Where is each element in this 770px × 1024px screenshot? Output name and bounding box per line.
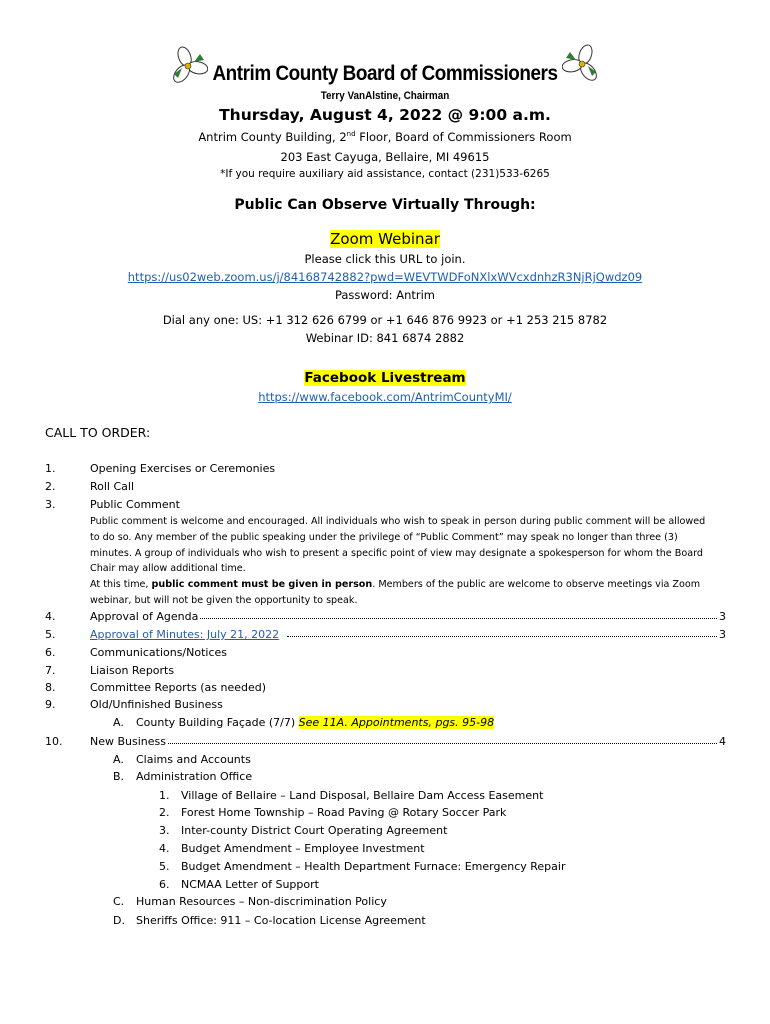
admin-item: Forest Home Township – Road Paving @ Rotary Soccer Park	[181, 806, 507, 819]
public-comment-notice: At this time, public comment must be given in person. Members of the public are welcome to observe meetings via Zoom webinar, but will not be given the opportunity to speak.	[90, 579, 701, 606]
chairman-line: Terry VanAlstine, Chairman	[320, 90, 450, 102]
new-business-sheriff: Sheriffs Office: 911 – Co-location License Agreement	[136, 914, 426, 927]
agenda-item-5[interactable]	[90, 628, 726, 641]
agenda-item-number: 10.	[45, 735, 63, 748]
agenda-item-number: 9.	[45, 698, 56, 711]
new-business-sub-letter: A.	[113, 753, 124, 766]
agenda-item-number: 2.	[45, 480, 56, 493]
admin-item: NCMAA Letter of Support	[181, 878, 319, 891]
appointments-note: See 11A. Appointments, pgs. 95-98	[298, 716, 495, 729]
meeting-location: Antrim County Building, 2nd Floor, Board of Commissioners Room	[198, 130, 572, 144]
virtual-heading: Public Can Observe Virtually Through:	[234, 197, 536, 213]
agenda-item-number: 5.	[45, 628, 56, 641]
page-number: 4	[719, 735, 726, 748]
old-business-sub-letter: A.	[113, 716, 124, 729]
webinar-id: Webinar ID: 841 6874 2882	[305, 331, 465, 345]
dial-in-numbers: Dial any one: US: +1 312 626 6799 or +1 646 876 9923 or +1 253 215 8782	[162, 313, 608, 327]
agenda-item-7: Liaison Reports	[90, 664, 175, 677]
agenda-item-3: Public Comment	[90, 498, 180, 511]
admin-item-number: 2.	[159, 806, 170, 819]
new-business-sub-letter: B.	[113, 770, 125, 783]
agenda-item-8: Committee Reports (as needed)	[90, 681, 267, 694]
admin-item-number: 4.	[159, 842, 170, 855]
meeting-date: Thursday, August 4, 2022 @ 9:00 a.m.	[219, 106, 551, 124]
new-business-claims: Claims and Accounts	[136, 753, 251, 766]
agenda-item-4: Approval of Agenda 3	[90, 610, 726, 623]
zoom-instructions: Please click this URL to join.	[304, 252, 466, 266]
admin-item-number: 3.	[159, 824, 170, 837]
admin-item: Budget Amendment – Employee Investment	[181, 842, 425, 855]
old-business-sub-item: County Building Façade (7/7) See 11A. Appointments, pgs. 95-98	[136, 716, 495, 729]
new-business-sub-letter: D.	[113, 914, 125, 927]
agenda-item-2: Roll Call	[90, 480, 135, 493]
new-business-sub-letter: C.	[113, 895, 125, 908]
zoom-webinar-label: Zoom Webinar	[330, 230, 440, 248]
agenda-item-number: 7.	[45, 664, 56, 677]
agenda-item-6: Communications/Notices	[90, 646, 228, 659]
agenda-item-number: 8.	[45, 681, 56, 694]
admin-item: Village of Bellaire – Land Disposal, Bellaire Dam Access Easement	[181, 789, 544, 802]
new-business-administration: Administration Office	[136, 770, 253, 783]
agenda-item-number: 1.	[45, 462, 56, 475]
admin-item-number: 5.	[159, 860, 170, 873]
meeting-address: 203 East Cayuga, Bellaire, MI 49615	[280, 150, 490, 164]
org-title: Antrim County Board of Commissioners	[212, 62, 558, 85]
agenda-item-number: 6.	[45, 646, 56, 659]
public-comment-paragraph: Public comment is welcome and encouraged. All individuals who wish to speak in person during public comment will be allowed to do so. Any member of the public speaking under the privilege of “Public Comment” may speak no longer than three (3) minutes. A group of individuals who wish to present a specific point of view may designate a spokesperson for whom the Board Chair may allow additional time.	[90, 516, 706, 575]
agenda-item-number: 4.	[45, 610, 56, 623]
facebook-livestream-label: Facebook Livestream	[304, 370, 466, 386]
agenda-item-1: Opening Exercises or Ceremonies	[90, 462, 276, 475]
page-number: 3	[719, 628, 726, 641]
agenda-item-number: 3.	[45, 498, 56, 511]
admin-item: Inter-county District Court Operating Agreement	[181, 824, 448, 837]
page-number: 3	[719, 610, 726, 623]
zoom-link[interactable]: https://us02web.zoom.us/j/84168742882?pwd=WEVTWDFoNXlxWVcxdnhzR3NjRjQwdz09	[127, 270, 643, 284]
admin-item-number: 6.	[159, 878, 170, 891]
assistance-note: *If you require auxiliary aid assistance, contact (231)533-6265	[220, 168, 550, 180]
minutes-link: Approval of Minutes: July 21, 2022	[90, 628, 280, 641]
admin-item-number: 1.	[159, 789, 170, 802]
agenda-item-9: Old/Unfinished Business	[90, 698, 223, 711]
new-business-hr: Human Resources – Non-discrimination Policy	[136, 895, 387, 908]
facebook-link[interactable]: https://www.facebook.com/AntrimCountyMI/	[258, 390, 512, 404]
admin-item: Budget Amendment – Health Department Furnace: Emergency Repair	[181, 860, 566, 873]
agenda-item-10: New Business 4	[90, 735, 726, 748]
zoom-password: Password: Antrim	[334, 288, 436, 302]
call-to-order-heading: CALL TO ORDER:	[45, 425, 151, 440]
